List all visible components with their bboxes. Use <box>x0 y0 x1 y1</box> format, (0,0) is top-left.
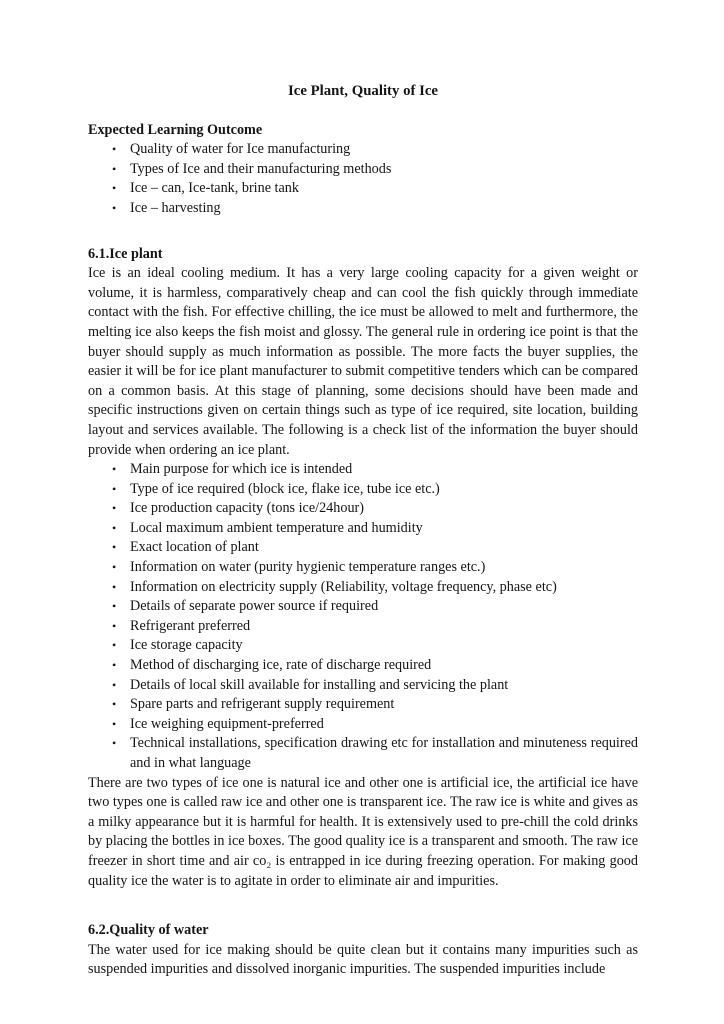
list-item: • Spare parts and refrigerant supply requirement <box>130 695 638 715</box>
section-6-1-closing-paragraph: There are two types of ice one is natural ice and other one is artificial ice, the artificial ice have two types one is called raw ice and other one is transparent ice. The raw ice is white and gives as a milky appearance but it is harmful for health. It is extensively used to pre-chill the cold drinks by placing the bottles in ice boxes. The good quality ice is a transparent and smooth. The raw ice freezer in short time and air co₂ is entrapped in ice during freezing operation. For making good quality ice the water is to agitate in order to eliminate air and impurities. <box>88 774 638 889</box>
list-item: • Local maximum ambient temperature and humidity <box>130 519 638 539</box>
list-item: • Ice production capacity (tons ice/24hour) <box>130 499 638 519</box>
section-spacer <box>88 219 638 245</box>
section-6-2-heading: 6.2.Quality of water <box>88 922 209 939</box>
list-item: • Main purpose for which ice is intended <box>130 460 638 480</box>
list-item: • Information on electricity supply (Reliability, voltage frequency, phase etc) <box>130 578 638 598</box>
list-item: • Type of ice required (block ice, flake ice, tube ice etc.) <box>130 480 638 500</box>
learning-outcome-list <box>88 140 638 218</box>
page-title: Ice Plant, Quality of Ice <box>288 83 438 99</box>
list-item: • Types of Ice and their manufacturing methods <box>130 160 638 180</box>
section-6-2-paragraph: The water used for ice making should be quite clean but it contains many impurities such as suspended impurities and dissolved inorganic impurities. The suspended impurities include <box>88 941 638 978</box>
list-item: • Exact location of plant <box>130 538 638 558</box>
ice-plant-checklist <box>88 460 638 774</box>
list-item: • Method of discharging ice, rate of discharge required <box>130 656 638 676</box>
section-6-1-heading: 6.1.Ice plant <box>88 245 163 262</box>
list-item: • Ice storage capacity <box>130 636 638 656</box>
section-6-1-intro-paragraph: Ice is an ideal cooling medium. It has a very large cooling capacity for a given weight or volume, it is harmless, comparatively cheap and can cool the fish quickly through immediate contact with the fish. For effective chilling, the ice must be allowed to melt and furthermore, the melting ice also keeps the fish moist and glossy. The general rule in ordering ice point is that the buyer should supply as much information as possible. The more facts the buyer supplies, the easier it will be for ice plant manufacturer to submit competitive tenders which can be compared on a common basis. At this stage of planning, some decisions should have been made and specific instructions given on certain things such as type of ice required, site location, building layout and services available. The following is a check list of the information the buyer should provide when ordering an ice plant. <box>88 265 638 458</box>
list-item: • Details of separate power source if required <box>130 597 638 617</box>
list-item: • Ice – harvesting <box>130 199 638 219</box>
list-item: • Information on water (purity hygienic temperature ranges etc.) <box>130 558 638 578</box>
list-item: • Details of local skill available for installing and servicing the plant <box>130 676 638 696</box>
list-item: • Refrigerant preferred <box>130 617 638 637</box>
list-item: • Ice – can, Ice-tank, brine tank <box>130 179 638 199</box>
learning-outcome-heading: Expected Learning Outcome <box>88 121 263 138</box>
list-item: • Technical installations, specification drawing etc for installation and minuteness required and in what language <box>130 734 638 773</box>
section-spacer <box>88 891 638 921</box>
list-item: • Quality of water for Ice manufacturing <box>130 140 638 160</box>
list-item: • Ice weighing equipment-preferred <box>130 715 638 735</box>
